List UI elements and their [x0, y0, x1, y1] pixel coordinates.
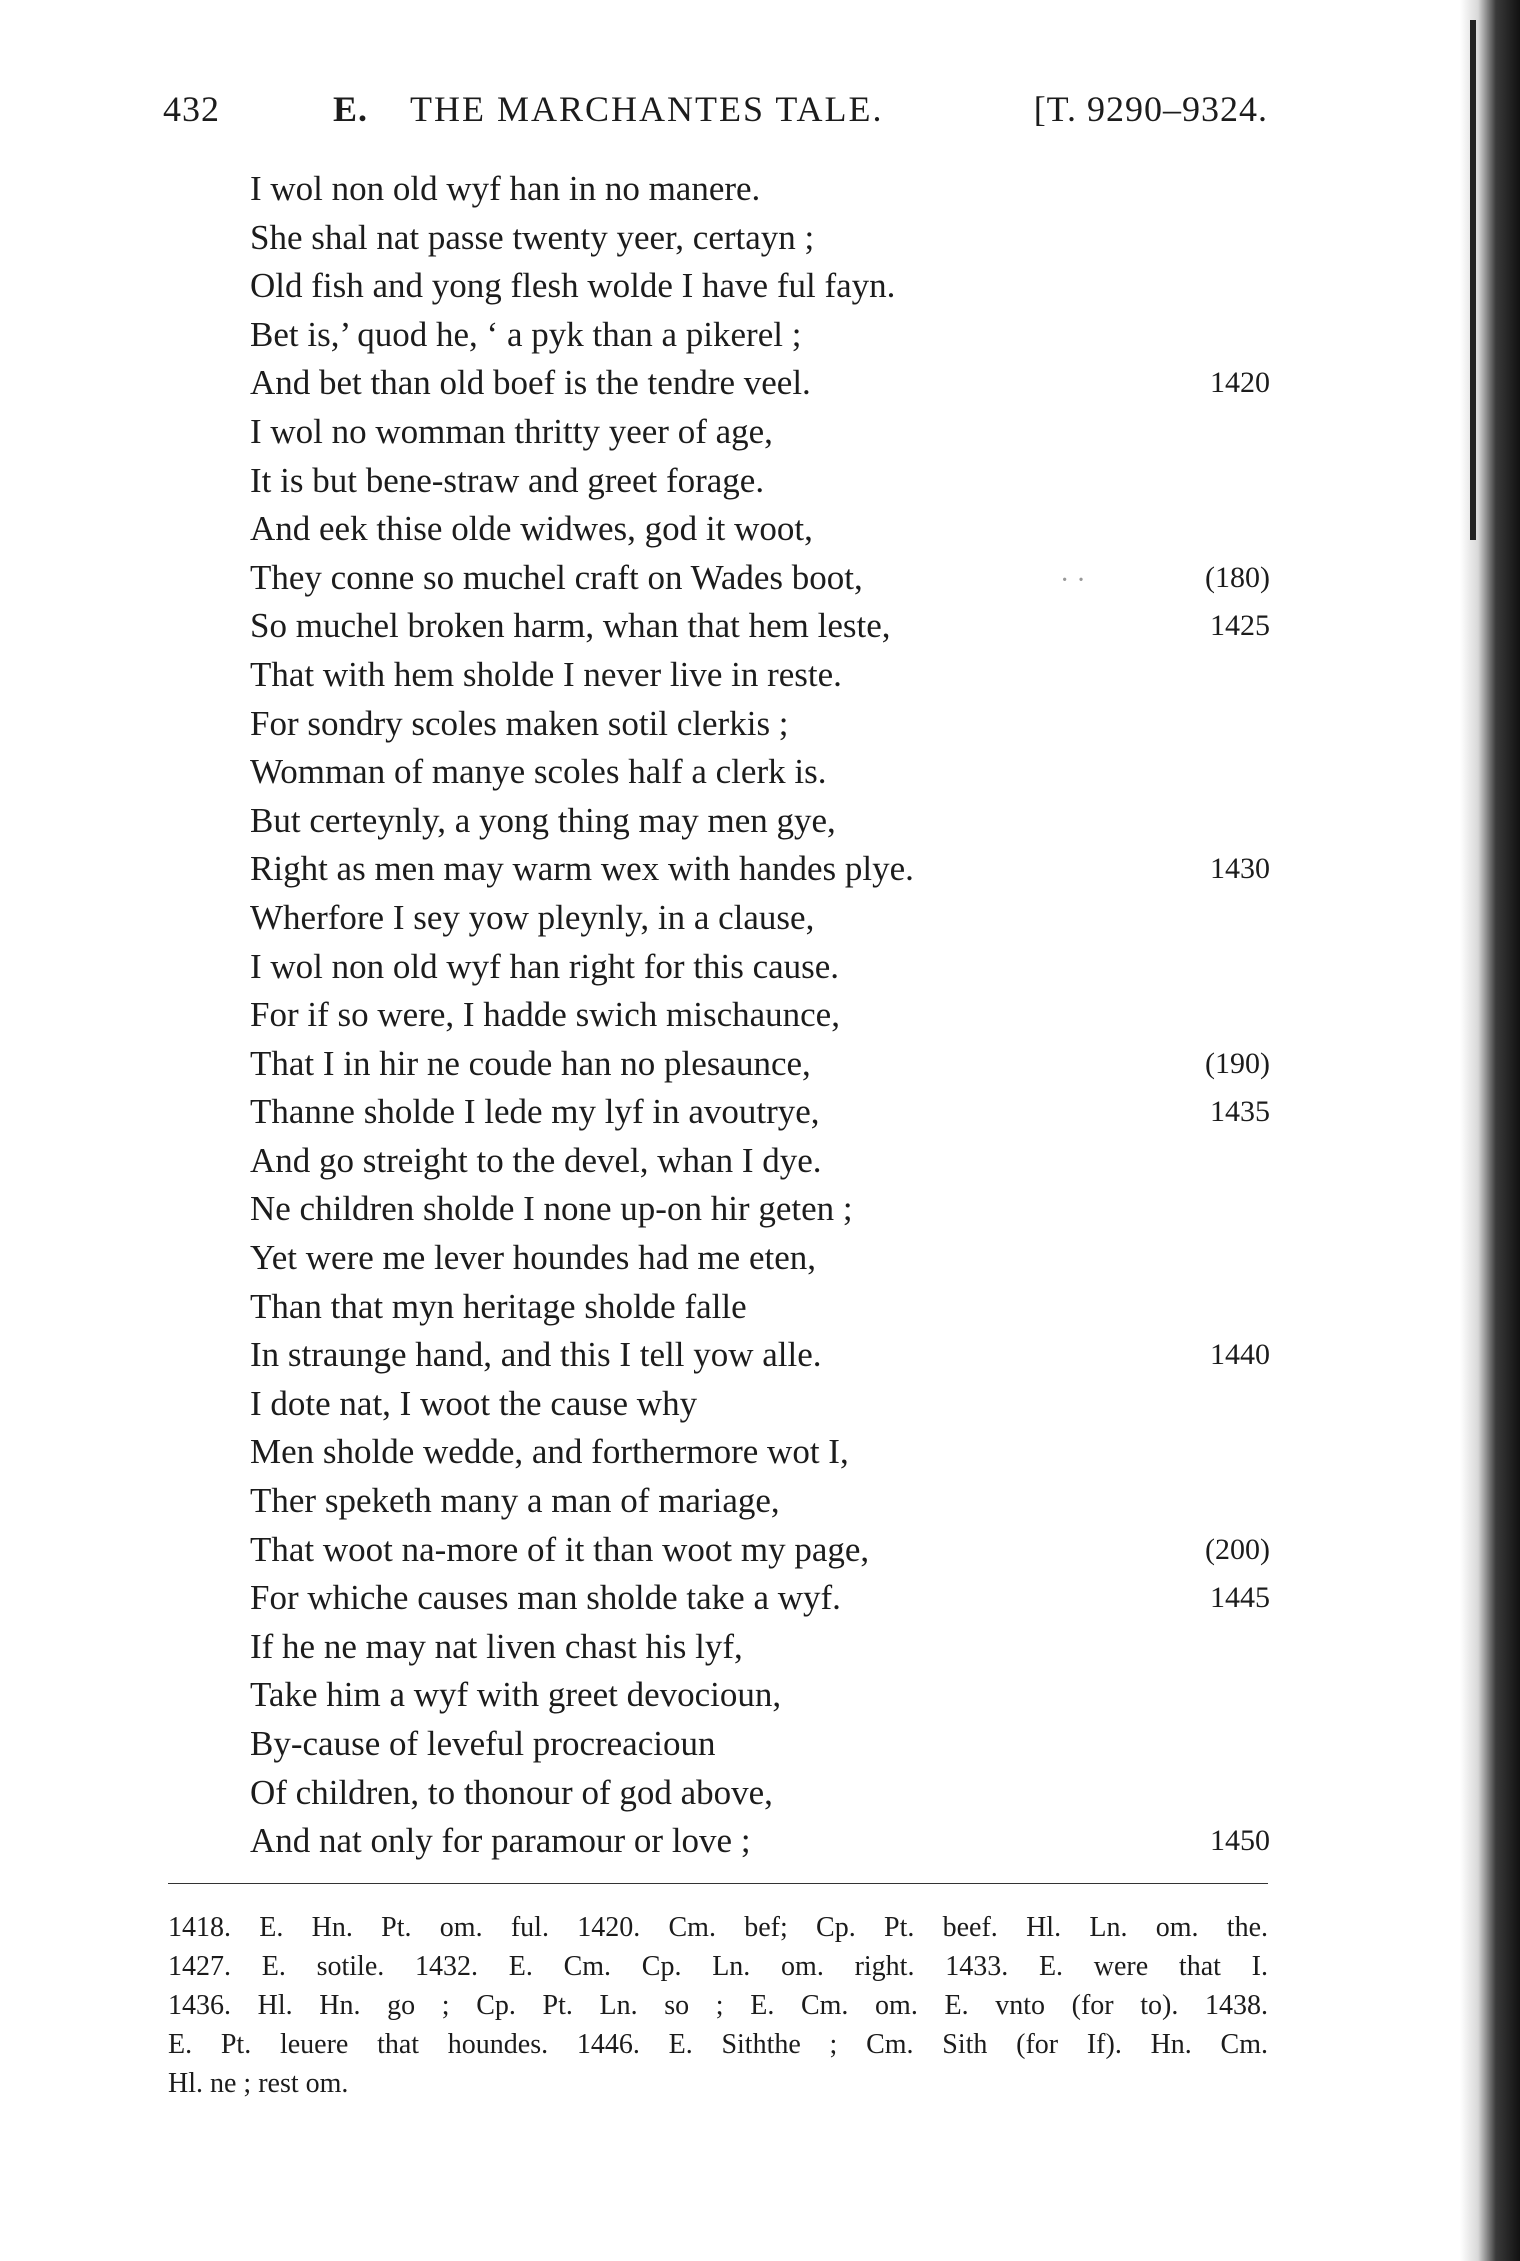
line-number: 1430 — [1210, 852, 1270, 886]
verse-line — [250, 1234, 1270, 1283]
verse-text: For if so were, I hadde swich mischaunce, — [250, 995, 840, 1035]
verse-line — [250, 1526, 1270, 1575]
line-number: (200) — [1205, 1532, 1270, 1566]
footnote-line: E. Pt. leuere that houndes. 1446. E. Siththe ; Cm. Sith (for If). Hn. Cm. — [168, 2029, 1268, 2060]
verse-text: I wol no womman thritty yeer of age, — [250, 411, 773, 451]
verse-line — [250, 700, 1270, 749]
verse-text: Of children, to thonour of god above, — [250, 1772, 773, 1812]
verse-line — [250, 408, 1270, 457]
print-speck: · · — [1060, 565, 1086, 596]
verse-line — [250, 1040, 1270, 1089]
verse-text: I dote nat, I woot the cause why — [250, 1383, 698, 1423]
verse-text: Ne children sholde I none up-on hir geten ; — [250, 1189, 853, 1229]
footnotes — [168, 1908, 1268, 2103]
verse-text: Yet were me lever houndes had me eten, — [250, 1238, 816, 1278]
verse-text: Old fish and yong flesh wolde I have ful fayn. — [250, 266, 896, 306]
footnote-line: 1427. E. sotile. 1432. E. Cm. Cp. Ln. om. right. 1433. E. were that I. — [168, 1951, 1268, 1982]
verse-line — [250, 1817, 1270, 1866]
verse-text: I wol non old wyf han right for this cause. — [250, 946, 840, 986]
verse-text: Bet is,’ quod he, ‘ a pyk than a pikerel ; — [250, 314, 802, 354]
verse-text: Ther speketh many a man of mariage, — [250, 1481, 780, 1521]
verse-text: Thanne sholde I lede my lyf in avoutrye, — [250, 1092, 820, 1132]
line-number: 1445 — [1210, 1581, 1270, 1615]
verse-text: And bet than old boef is the tendre veel. — [250, 363, 811, 403]
verse-text: Men sholde wedde, and forthermore wot I, — [250, 1432, 849, 1472]
verse-text: For whiche causes man sholde take a wyf. — [250, 1578, 841, 1618]
verse-line — [250, 1574, 1270, 1623]
verse-line — [250, 602, 1270, 651]
page-edge-shadow — [1460, 0, 1520, 2261]
line-number: 1450 — [1210, 1824, 1270, 1858]
verse-line — [250, 1137, 1270, 1186]
verse-line — [250, 1428, 1270, 1477]
line-number: (180) — [1205, 560, 1270, 594]
verse-line — [250, 1720, 1270, 1769]
verse-text: Wherfore I sey yow pleynly, in a clause, — [250, 897, 815, 937]
verse-text: Womman of manye scoles half a clerk is. — [250, 752, 827, 792]
verse-line — [250, 1769, 1270, 1818]
verse-line — [250, 359, 1270, 408]
verse-line — [250, 748, 1270, 797]
verse-line — [250, 651, 1270, 700]
verse-line — [250, 1331, 1270, 1380]
verse-line — [250, 1185, 1270, 1234]
verse-line — [250, 1088, 1270, 1137]
verse-line — [250, 554, 1270, 603]
line-number: 1440 — [1210, 1338, 1270, 1372]
verse-text: And nat only for paramour or love ; — [250, 1821, 751, 1861]
line-reference: [T. 9290–9324. — [1033, 89, 1268, 129]
verse-text: In straunge hand, and this I tell yow alle. — [250, 1335, 822, 1375]
footnote-line: 1418. E. Hn. Pt. om. ful. 1420. Cm. bef; Cp. Pt. beef. Hl. Ln. om. the. — [168, 1912, 1268, 1943]
verse-text: Right as men may warm wex with handes plye. — [250, 849, 914, 889]
page-edge-line — [1470, 20, 1476, 540]
verse-text: It is but bene-straw and greet forage. — [250, 460, 765, 500]
verse-text: If he ne may nat liven chast his lyf, — [250, 1626, 743, 1666]
footnote-divider — [168, 1883, 1268, 1884]
section-letter: E. — [333, 89, 369, 129]
line-number: 1420 — [1210, 366, 1270, 400]
verse-line — [250, 797, 1270, 846]
verse-line — [250, 1671, 1270, 1720]
verse-text: She shal nat passe twenty yeer, certayn ; — [250, 217, 815, 257]
verse-line — [250, 943, 1270, 992]
verse-block — [250, 165, 1270, 1866]
verse-line — [250, 1380, 1270, 1429]
verse-text: So muchel broken harm, whan that hem leste, — [250, 606, 891, 646]
verse-line — [250, 991, 1270, 1040]
page-title: THE MARCHANTES TALE. — [410, 89, 884, 129]
footnote-line: 1436. Hl. Hn. go ; Cp. Pt. Ln. so ; E. Cm. om. E. vnto (for to). 1438. — [168, 1990, 1268, 2021]
verse-line — [250, 1623, 1270, 1672]
line-number: (190) — [1205, 1046, 1270, 1080]
verse-text: I wol non old wyf han in no manere. — [250, 169, 761, 208]
verse-line — [250, 262, 1270, 311]
verse-line — [250, 845, 1270, 894]
verse-line — [250, 1477, 1270, 1526]
verse-text: And go streight to the devel, whan I dye. — [250, 1140, 822, 1180]
verse-line — [250, 214, 1270, 263]
page-number: 432 — [163, 89, 220, 129]
verse-text: Take him a wyf with greet devocioun, — [250, 1675, 782, 1715]
verse-line — [250, 311, 1270, 360]
verse-text: Than that myn heritage sholde falle — [250, 1286, 747, 1326]
verse-line — [250, 165, 1270, 214]
verse-line — [250, 505, 1270, 554]
verse-text: That with hem sholde I never live in reste. — [250, 654, 842, 694]
footnote-line: Hl. ne ; rest om. — [168, 2068, 349, 2099]
verse-text: They conne so muchel craft on Wades boot, — [250, 557, 863, 597]
verse-text: That I in hir ne coude han no plesaunce, — [250, 1043, 811, 1083]
verse-line — [250, 894, 1270, 943]
verse-text: That woot na-more of it than woot my page, — [250, 1529, 870, 1569]
verse-line — [250, 457, 1270, 506]
line-number: 1425 — [1210, 609, 1270, 643]
line-number: 1435 — [1210, 1095, 1270, 1129]
verse-text: For sondry scoles maken sotil clerkis ; — [250, 703, 789, 743]
verse-text: By-cause of leveful procreacioun — [250, 1724, 716, 1763]
verse-text: But certeynly, a yong thing may men gye, — [250, 800, 836, 840]
running-header — [163, 88, 1268, 136]
verse-text: And eek thise olde widwes, god it woot, — [250, 509, 813, 549]
verse-line — [250, 1283, 1270, 1332]
